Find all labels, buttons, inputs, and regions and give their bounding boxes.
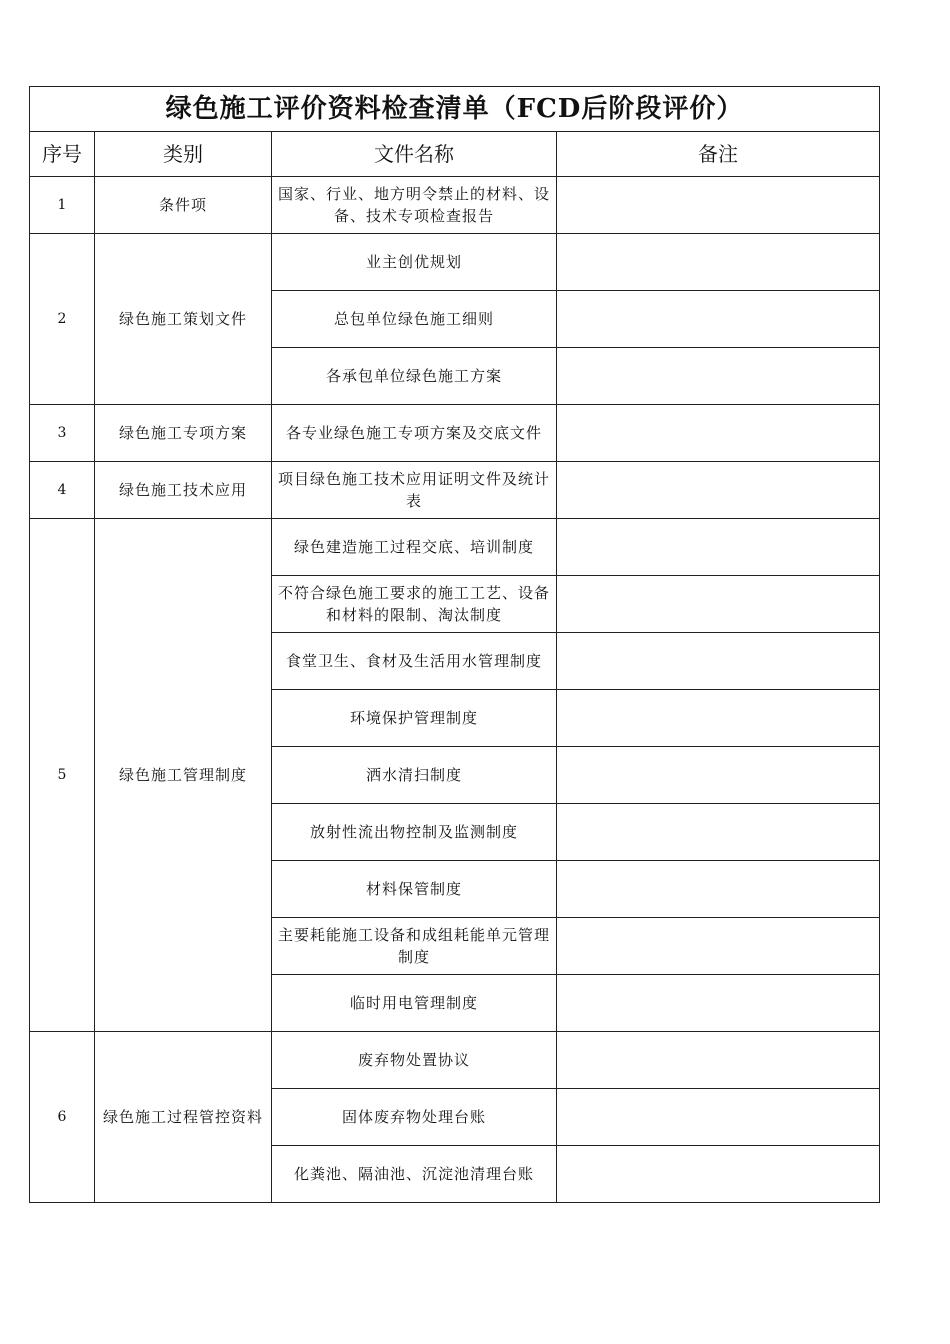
header-remark: 备注 [557, 132, 880, 177]
document-name-cell: 国家、行业、地方明令禁止的材料、设备、技术专项检查报告 [272, 177, 557, 234]
table-row [30, 234, 880, 291]
remark-cell[interactable] [557, 690, 880, 747]
category-cell: 绿色施工技术应用 [95, 462, 272, 519]
category-cell: 绿色施工策划文件 [95, 234, 272, 405]
category-cell: 绿色施工管理制度 [95, 519, 272, 1032]
document-name-cell: 废弃物处置协议 [272, 1032, 557, 1089]
remark-cell[interactable] [557, 1089, 880, 1146]
document-name-cell: 食堂卫生、食材及生活用水管理制度 [272, 633, 557, 690]
remark-cell[interactable] [557, 747, 880, 804]
page-title: 绿色施工评价资料检查清单（FCD后阶段评价） [30, 87, 880, 132]
remark-cell[interactable] [557, 1032, 880, 1089]
row-number: 4 [30, 462, 95, 519]
remark-cell[interactable] [557, 234, 880, 291]
category-cell: 绿色施工专项方案 [95, 405, 272, 462]
checklist-table [29, 86, 880, 1203]
document-name-cell: 各专业绿色施工专项方案及交底文件 [272, 405, 557, 462]
table-row [30, 462, 880, 519]
document-name-cell: 绿色建造施工过程交底、培训制度 [272, 519, 557, 576]
remark-cell[interactable] [557, 462, 880, 519]
document-name-cell: 化粪池、隔油池、沉淀池清理台账 [272, 1146, 557, 1203]
document-name-cell: 临时用电管理制度 [272, 975, 557, 1032]
remark-cell[interactable] [557, 348, 880, 405]
header-no: 序号 [30, 132, 95, 177]
header-category: 类别 [95, 132, 272, 177]
document-name-cell: 放射性流出物控制及监测制度 [272, 804, 557, 861]
remark-cell[interactable] [557, 975, 880, 1032]
table-row [30, 405, 880, 462]
document-name-cell: 总包单位绿色施工细则 [272, 291, 557, 348]
remark-cell[interactable] [557, 918, 880, 975]
header-doc-name: 文件名称 [272, 132, 557, 177]
remark-cell[interactable] [557, 519, 880, 576]
table-row [30, 519, 880, 576]
document-name-cell: 洒水清扫制度 [272, 747, 557, 804]
row-number: 5 [30, 519, 95, 1032]
row-number: 6 [30, 1032, 95, 1203]
category-cell: 条件项 [95, 177, 272, 234]
document-name-cell: 环境保护管理制度 [272, 690, 557, 747]
document-name-cell: 主要耗能施工设备和成组耗能单元管理制度 [272, 918, 557, 975]
remark-cell[interactable] [557, 576, 880, 633]
remark-cell[interactable] [557, 1146, 880, 1203]
remark-cell[interactable] [557, 405, 880, 462]
table-row [30, 1032, 880, 1089]
remark-cell[interactable] [557, 291, 880, 348]
document-name-cell: 业主创优规划 [272, 234, 557, 291]
row-number: 3 [30, 405, 95, 462]
remark-cell[interactable] [557, 633, 880, 690]
document-name-cell: 固体废弃物处理台账 [272, 1089, 557, 1146]
row-number: 1 [30, 177, 95, 234]
remark-cell[interactable] [557, 804, 880, 861]
document-name-cell: 材料保管制度 [272, 861, 557, 918]
document-name-cell: 项目绿色施工技术应用证明文件及统计表 [272, 462, 557, 519]
remark-cell[interactable] [557, 177, 880, 234]
row-number: 2 [30, 234, 95, 405]
remark-cell[interactable] [557, 861, 880, 918]
table-row [30, 177, 880, 234]
document-name-cell: 各承包单位绿色施工方案 [272, 348, 557, 405]
category-cell: 绿色施工过程管控资料 [95, 1032, 272, 1203]
document-name-cell: 不符合绿色施工要求的施工工艺、设备和材料的限制、淘汰制度 [272, 576, 557, 633]
